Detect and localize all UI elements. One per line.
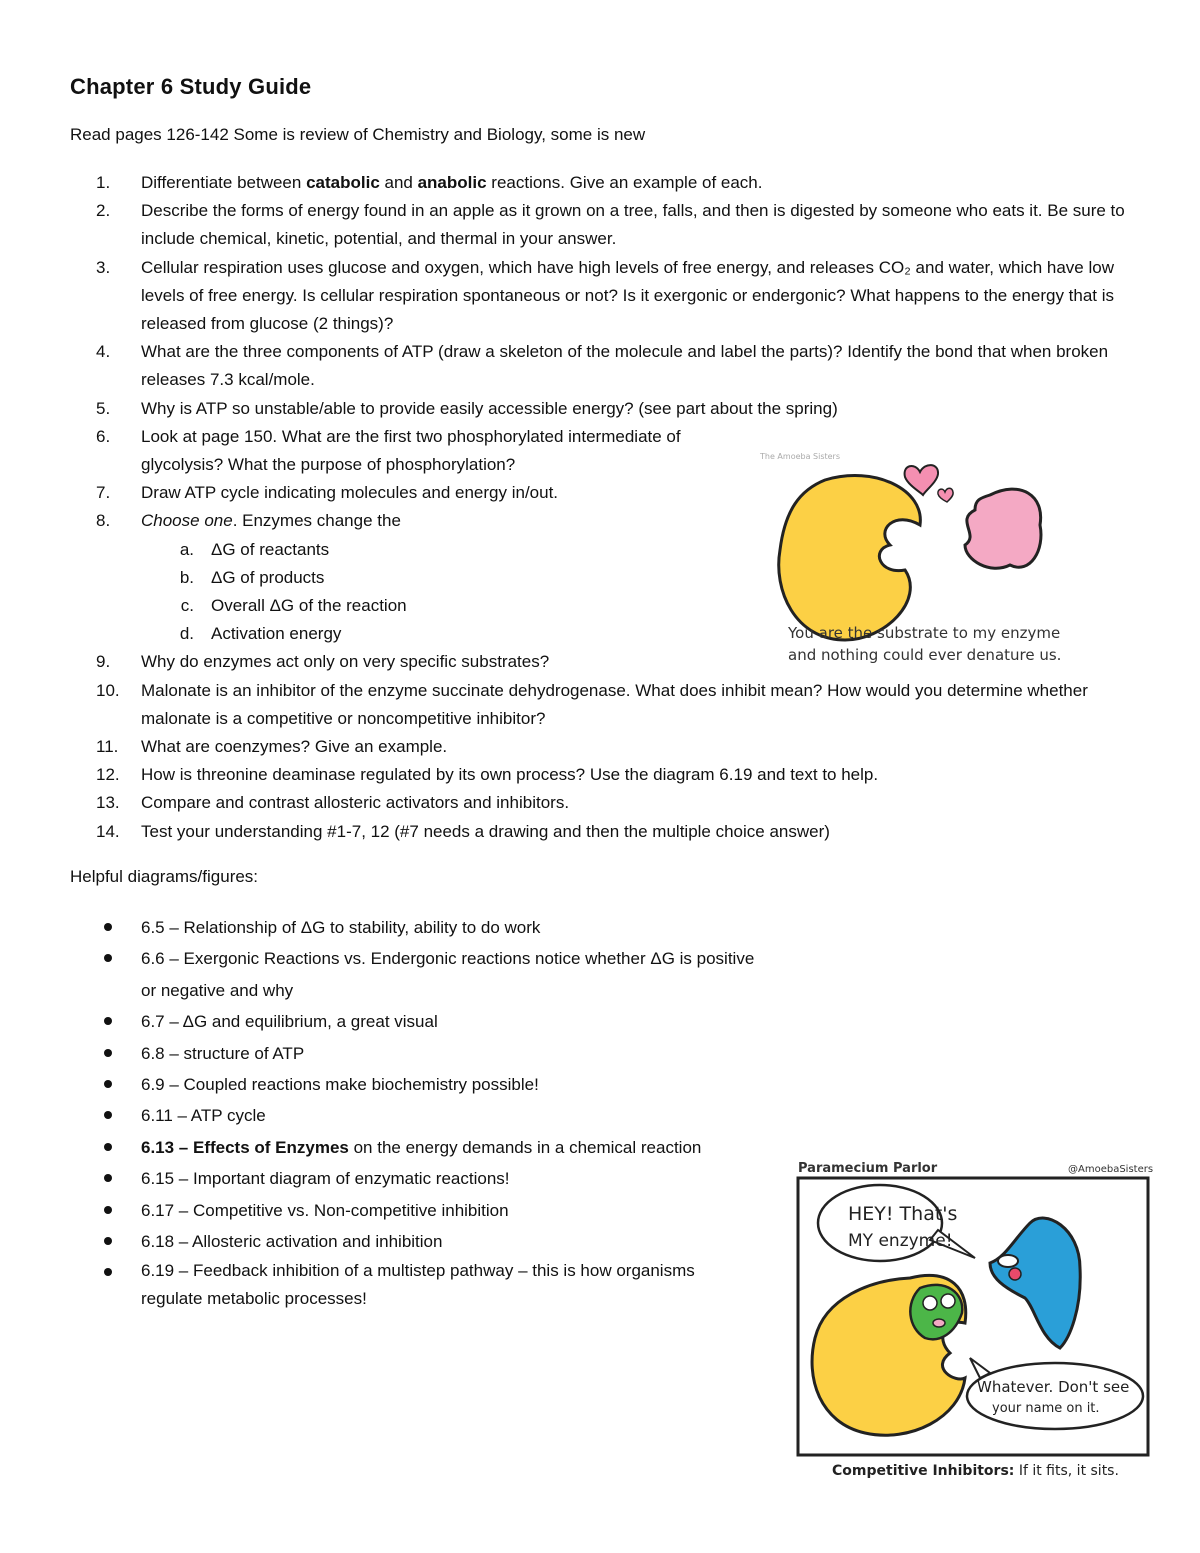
text-run: anabolic (417, 173, 487, 192)
question-item (70, 733, 1150, 761)
reading-instructions: Read pages 126-142 Some is review of Chemistry and Biology, some is new (70, 125, 646, 144)
text-run: Cellular respiration uses glucose and oxygen, which have high levels of free energy, and releases CO₂ and water, which have low levels of free energy. Is cellular respiration spontaneous or not? Is it exergonic or endergonic? What happens to the energy that is released from glucose (2 things)? (141, 257, 1115, 334)
question-text (141, 479, 741, 507)
text-run: Draw ATP cycle indicating molecules and energy in/out. (141, 483, 559, 503)
text-run: 6.18 – Allosteric activation and inhibition (141, 1232, 443, 1252)
figure-item (70, 912, 770, 943)
choice-letter: a. (179, 539, 194, 559)
question-text (141, 818, 1150, 846)
text-run: 6.5 – Relationship of ΔG to stability, ability to do work (141, 918, 541, 937)
comic-caption-bold: Competitive Inhibitors: (832, 1463, 1015, 1479)
text-run: Compare and contrast allosteric activators and inhibitors. (141, 793, 570, 813)
figure-text (141, 1257, 721, 1313)
question-item (70, 395, 1150, 423)
question-text (141, 197, 1150, 253)
figure-text (141, 1163, 770, 1194)
text-run: 6.11 – ATP cycle (141, 1106, 266, 1126)
question-number: 5. (96, 398, 111, 418)
text-run: reactions. Give an example of each. (486, 173, 763, 192)
bullet-icon (70, 1038, 141, 1069)
bullet-icon (70, 1163, 141, 1194)
bullet-icon (70, 943, 141, 1006)
question-number: 13. (96, 793, 120, 813)
choice-text: ΔG of products (211, 567, 325, 587)
figure-text (141, 943, 770, 1006)
figure-text (141, 1226, 770, 1257)
question-number: 3. (96, 257, 111, 277)
figure-item (70, 1257, 770, 1313)
figure-text (141, 1006, 770, 1037)
text-run: 6.13 – Effects of Enzymes (141, 1137, 349, 1157)
text-run: 6.8 – structure of ATP (141, 1043, 305, 1063)
comic-series-title: Paramecium Parlor (798, 1161, 938, 1176)
question-number: 8. (96, 511, 111, 531)
bullet-icon (70, 1100, 141, 1131)
figure-item (70, 1132, 770, 1163)
enzyme-substrate-cartoon (755, 450, 1075, 675)
question-text (141, 761, 1150, 789)
text-run: What are coenzymes? Give an example. (141, 737, 448, 757)
bullet-icon (70, 1195, 141, 1226)
text-run: 6.17 – Competitive vs. Non-competitive inhibition (141, 1200, 509, 1220)
figure-text (141, 1195, 770, 1226)
page-title: Chapter 6 Study Guide (70, 74, 312, 99)
text-run: Why is ATP so unstable/able to provide easily accessible energy? (see part about the spring) (141, 398, 838, 418)
heart-small-icon (938, 488, 953, 502)
question-item (70, 761, 1150, 789)
bullet-icon (70, 1069, 141, 1100)
question-text (141, 789, 1150, 817)
figure-list (70, 912, 770, 1313)
cartoon-watermark: The Amoeba Sisters (760, 452, 841, 461)
question-item (70, 169, 1150, 197)
question-text (141, 395, 1150, 423)
question-text (141, 733, 1150, 761)
helpful-heading: Helpful diagrams/figures: (70, 867, 259, 886)
question-item (70, 338, 1150, 394)
text-run: Describe the forms of energy found in an apple as it grown on a tree, falls, and then is digested by someone who eats it. Be sure to include chemical, kinetic, potential, and thermal in your answer. (141, 201, 1125, 249)
question-text (141, 507, 741, 535)
figure-item (70, 1006, 770, 1037)
question-number: 7. (96, 483, 111, 503)
text-run: Why do enzymes act only on very specific substrates? (141, 652, 550, 672)
text-run: 6.7 – ΔG and equilibrium, a great visual (141, 1012, 438, 1032)
text-run: . Enzymes change the (232, 511, 401, 531)
figure-item (70, 1069, 770, 1100)
text-run: 6.6 – Exergonic Reactions vs. Endergonic reactions notice whether ΔG is positive or negative and why (141, 949, 755, 1000)
question-text (141, 648, 741, 676)
question-number: 6. (96, 426, 111, 446)
text-run: 6.9 – Coupled reactions make biochemistry possible! (141, 1075, 539, 1095)
figure-item (70, 1226, 770, 1257)
choice-letter: b. (179, 567, 194, 587)
text-run: Test your understanding #1-7, 12 (#7 needs a drawing and then the multiple choice answer) (141, 821, 830, 841)
question-item (70, 677, 1150, 733)
bullet-icon (70, 1006, 141, 1037)
bubble-whatever-line1: Whatever. Don't see (977, 1378, 1130, 1396)
competitive-inhibitor-cartoon (790, 1158, 1160, 1488)
substrate-shape (965, 489, 1041, 568)
text-run: Choose one (141, 511, 233, 531)
heart-large-icon (905, 465, 938, 495)
choice-text: ΔG of reactants (211, 539, 330, 559)
text-run: What are the three components of ATP (draw a skeleton of the molecule and label the parts)? Identify the bond that when broken releases 7.3 kcal/mole. (141, 342, 1109, 390)
question-number: 4. (96, 342, 111, 362)
cartoon1-caption-line2: and nothing could ever denature us. (788, 646, 1062, 664)
question-number: 2. (96, 201, 111, 221)
question-number: 9. (96, 652, 111, 672)
comic-caption-rest: If it fits, it sits. (1014, 1463, 1119, 1479)
choice-letter: c. (180, 596, 194, 616)
question-number: 14. (96, 821, 120, 841)
choice-text: Activation energy (211, 624, 342, 644)
question-item (70, 254, 1150, 339)
question-item (70, 197, 1150, 253)
figure-text (141, 912, 770, 943)
question-text (141, 423, 741, 479)
figure-item (70, 1038, 770, 1069)
bullet-icon (70, 1132, 141, 1163)
question-number: 11. (96, 737, 119, 757)
text-run: and (379, 173, 418, 192)
comic-credit: @AmoebaSisters (1068, 1164, 1154, 1175)
figure-item (70, 943, 770, 1006)
bullet-icon (70, 1226, 141, 1257)
bubble-whatever-line2: your name on it. (992, 1401, 1100, 1416)
choice-letter: d. (179, 624, 194, 644)
choice-text: Overall ΔG of the reaction (211, 596, 407, 616)
question-number: 10. (96, 680, 120, 700)
question-text (141, 338, 1150, 394)
bubble-hey-line2: MY enzyme! (848, 1231, 953, 1251)
text-run: catabolic (306, 173, 380, 192)
speech-bubble-whatever (967, 1363, 1143, 1429)
text-run: Look at page 150. What are the first two phosphorylated intermediate of glycolysis? What the purpose of phosphorylation? (141, 426, 681, 475)
question-text (141, 677, 1150, 733)
question-item (70, 789, 1150, 817)
figure-item (70, 1100, 770, 1131)
bullet-icon (70, 1257, 141, 1313)
enzyme-shape (779, 476, 921, 640)
bubble-hey-line1: HEY! That's (848, 1203, 958, 1225)
figure-item (70, 1195, 770, 1226)
figure-text (141, 1069, 770, 1100)
question-number: 12. (96, 765, 120, 785)
figure-text (141, 1100, 770, 1131)
question-text (141, 169, 1150, 197)
text-run: How is threonine deaminase regulated by its own process? Use the diagram 6.19 and text to help. (141, 765, 879, 785)
figure-text (141, 1132, 770, 1163)
cartoon1-caption-line1: You are the substrate to my enzyme (788, 624, 1061, 642)
question-number: 1. (96, 173, 111, 192)
comic-caption (832, 1463, 1119, 1479)
question-item (70, 818, 1150, 846)
text-run: Malonate is an inhibitor of the enzyme succinate dehydrogenase. What does inhibit mean? How would you determine whether malonate is a competitive or noncompetitive inhibitor? (141, 680, 1088, 728)
text-run: 6.19 – Feedback inhibition of a multistep pathway – this is how organisms regulate metabolic processes! (141, 1261, 695, 1309)
text-run: 6.15 – Important diagram of enzymatic reactions! (141, 1169, 510, 1189)
figure-item (70, 1163, 770, 1194)
bullet-icon (70, 912, 141, 943)
text-run: Differentiate between (141, 173, 307, 192)
text-run: on the energy demands in a chemical reaction (348, 1137, 702, 1157)
question-text (141, 254, 1150, 339)
figure-text (141, 1038, 770, 1069)
